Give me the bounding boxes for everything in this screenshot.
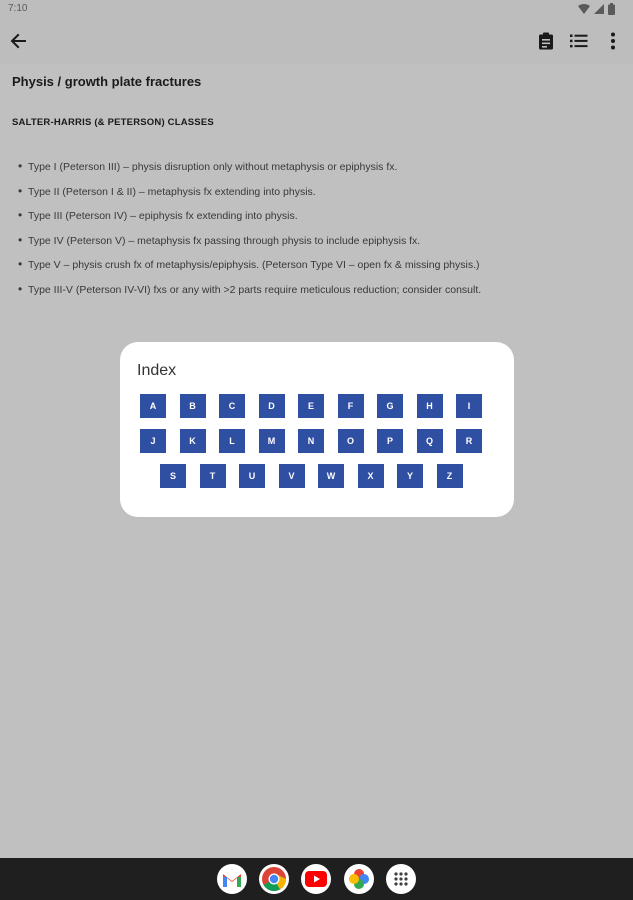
apps-icon [394,872,408,886]
index-letter-x[interactable]: X [358,464,384,488]
index-letter-z[interactable]: Z [437,464,463,488]
wifi-icon [578,4,590,14]
clipboard-button[interactable] [534,29,558,53]
list-item: • Type III (Peterson IV) – epiphysis fx extending into physis. [18,208,298,223]
list-icon [570,34,588,48]
chrome-icon [261,866,287,892]
index-letter-e[interactable]: E [298,394,324,418]
bullet-list [18,161,618,309]
bullet-icon: • [18,159,23,173]
bullet-icon: • [18,257,23,272]
section-heading: SALTER-HARRIS (& PETERSON) CLASSES [12,117,214,128]
bullet-icon: • [18,281,23,296]
chrome-app[interactable] [259,864,289,894]
list-item: • Type V – physis crush fx of metaphysis/epiphysis. (Peterson Type VI – open fx & missing physis.) [18,257,480,272]
signal-icon [594,4,604,14]
app-bar [0,18,633,64]
index-letter-f[interactable]: F [338,394,364,418]
index-letter-l[interactable]: L [219,429,245,453]
youtube-app[interactable] [301,864,331,894]
index-letter-q[interactable]: Q [417,429,443,453]
app-drawer[interactable] [386,864,416,894]
bullet-icon: • [18,232,23,247]
index-letter-k[interactable]: K [180,429,206,453]
photos-icon [348,868,370,890]
index-letter-j[interactable]: J [140,429,166,453]
dialog-title: Index [137,362,177,379]
list-item: • Type III-V (Peterson IV-VI) fxs or any with >2 parts require meticulous reduction; consider consult. [18,281,482,296]
battery-icon [608,3,615,15]
status-time: 7:10 [8,3,28,14]
status-icons [578,3,615,15]
index-letter-v[interactable]: V [279,464,305,488]
index-letter-g[interactable]: G [377,394,403,418]
arrow-left-icon [10,32,28,50]
list-item: • Type I (Peterson III) – physis disruption only without metaphysis or epiphysis fx. [18,159,398,173]
more-vert-icon [610,32,616,50]
index-letter-i[interactable]: I [456,394,482,418]
list-button[interactable] [567,29,591,53]
list-item: • Type IV (Peterson V) – metaphysis fx passing through physis to include epiphysis fx. [18,232,421,247]
index-letter-o[interactable]: O [338,429,364,453]
index-letter-t[interactable]: T [200,464,226,488]
index-letter-m[interactable]: M [259,429,285,453]
index-letter-b[interactable]: B [180,394,206,418]
index-letter-r[interactable]: R [456,429,482,453]
index-letter-y[interactable]: Y [397,464,423,488]
nav-bar [0,858,633,900]
index-letter-p[interactable]: P [377,429,403,453]
clipboard-icon [538,32,554,50]
index-letter-u[interactable]: U [239,464,265,488]
list-item: • Type II (Peterson I & II) – metaphysis fx extending into physis. [18,183,316,198]
index-letter-h[interactable]: H [417,394,443,418]
index-letter-n[interactable]: N [298,429,324,453]
index-letter-d[interactable]: D [259,394,285,418]
index-letter-w[interactable]: W [318,464,344,488]
youtube-icon [305,871,327,887]
page-title: Physis / growth plate fractures [12,74,202,89]
index-letter-c[interactable]: C [219,394,245,418]
gmail-app[interactable] [217,864,247,894]
index-letter-a[interactable]: A [140,394,166,418]
photos-app[interactable] [344,864,374,894]
bullet-icon: • [18,208,23,223]
back-button[interactable] [7,29,31,53]
index-dialog [120,342,514,517]
more-options-button[interactable] [601,29,625,53]
index-letter-s[interactable]: S [160,464,186,488]
bullet-icon: • [18,183,23,198]
gmail-icon [222,872,242,887]
status-bar [0,0,633,18]
